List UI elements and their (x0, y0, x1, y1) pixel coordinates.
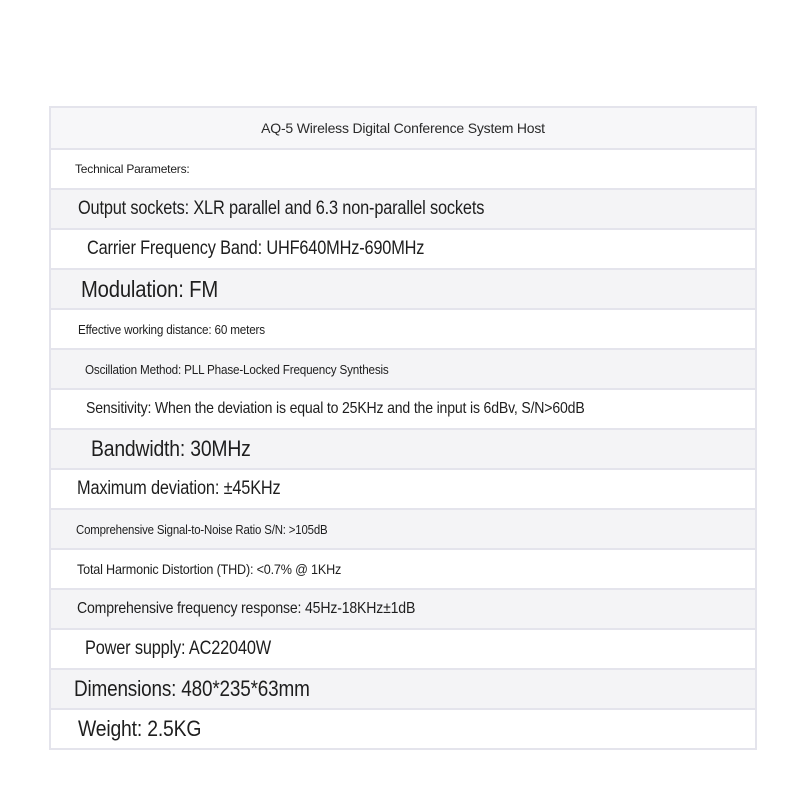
working-distance-text: Effective working distance: 60 meters (78, 321, 265, 337)
table-row (51, 308, 755, 348)
snr-text: Comprehensive Signal-to-Noise Ratio S/N: >105dB (76, 521, 328, 537)
table-row (51, 508, 755, 548)
power-supply-text: Power supply: AC22040W (85, 638, 272, 659)
table-title: AQ-5 Wireless Digital Conference System Host (261, 120, 545, 136)
table-row (51, 548, 755, 588)
table-row (51, 388, 755, 428)
modulation-text: Modulation: FM (81, 275, 219, 302)
weight-text: Weight: 2.5KG (78, 716, 202, 741)
table-row (51, 148, 755, 188)
table-row (51, 628, 755, 668)
output-sockets-text: Output sockets: XLR parallel and 6.3 non-parallel sockets (78, 198, 485, 219)
table-row (51, 228, 755, 268)
carrier-frequency-text: Carrier Frequency Band: UHF640MHz-690MHz (87, 238, 425, 259)
technical-parameters-heading: Technical Parameters: (75, 162, 190, 176)
table-row (51, 588, 755, 628)
sensitivity-text: Sensitivity: When the deviation is equal to 25KHz and the input is 6dBv, S/N>60dB (86, 400, 585, 417)
table-row (51, 268, 755, 308)
table-row (51, 668, 755, 708)
table-title-row (51, 108, 755, 148)
table-row (51, 428, 755, 468)
table-row (51, 348, 755, 388)
oscillation-method-text: Oscillation Method: PLL Phase-Locked Frequency Synthesis (85, 361, 389, 377)
spec-table (49, 106, 757, 750)
frequency-response-text: Comprehensive frequency response: 45Hz-18KHz±1dB (77, 600, 416, 617)
bandwidth-text: Bandwidth: 30MHz (91, 436, 251, 461)
thd-text: Total Harmonic Distortion (THD): <0.7% @ 1KHz (77, 561, 342, 577)
table-row (51, 468, 755, 508)
table-row (51, 188, 755, 228)
dimensions-text: Dimensions: 480*235*63mm (74, 676, 310, 701)
table-row (51, 708, 755, 748)
maximum-deviation-text: Maximum deviation: ±45KHz (77, 478, 281, 499)
